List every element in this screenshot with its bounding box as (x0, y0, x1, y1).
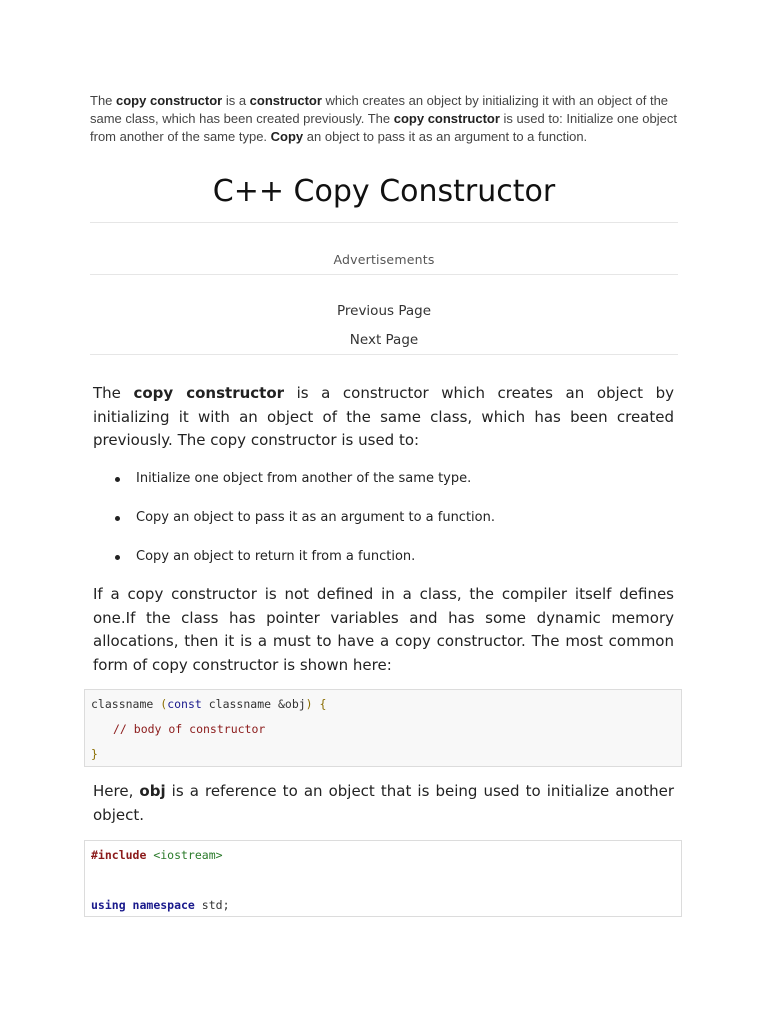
code-string: <iostream> (146, 848, 223, 862)
code-block-example (84, 840, 682, 917)
code-token: } (91, 747, 98, 761)
code-token: classname (91, 697, 161, 711)
code-keyword: namespace (125, 898, 195, 912)
code-line (91, 697, 326, 711)
para-bold: obj (139, 782, 166, 800)
snippet-bold: Copy (270, 129, 304, 144)
intro-text: is a constructor which creates an object by initializing it with an object of the same class, which has been created previously. The copy constructor is used to: (93, 384, 675, 449)
page-title: C++ Copy Constructor (212, 174, 556, 209)
para-text: is a reference to an object that is being used to initialize another object. (93, 782, 674, 824)
bullet-icon (115, 477, 120, 482)
code-token: ) (305, 697, 313, 711)
code-keyword: using (91, 898, 126, 912)
code-token: { (312, 697, 327, 711)
code-token: std; (194, 898, 230, 912)
explanation-paragraph: If a copy constructor is not defined in a class, the compiler itself defines one.If the class has pointer variables and has some dynamic memory allocations, then it is a must to have a copy constructor. The most common form of copy constructor is shown here: (93, 585, 674, 674)
list-item (93, 546, 674, 585)
list-item-text: Copy an object to pass it as an argument to a function. (136, 510, 495, 525)
snippet-text: is used to: Initialize one object from another of the same type. (90, 111, 677, 144)
bullet-icon (115, 516, 120, 521)
snippet-text: an object to pass it as an argument to a function. (303, 129, 588, 144)
search-snippet (90, 92, 680, 146)
code-line (91, 848, 223, 862)
previous-page-link[interactable]: Previous Page (336, 303, 432, 319)
divider (90, 354, 678, 355)
code-token: ( (160, 697, 168, 711)
code-line (91, 747, 98, 761)
code-block-syntax (84, 689, 682, 767)
list-item (93, 468, 674, 507)
code-line (91, 898, 230, 912)
reference-paragraph (93, 780, 674, 827)
next-page-link[interactable]: Next Page (349, 332, 419, 348)
divider (90, 274, 678, 275)
code-line (113, 722, 265, 736)
code-preprocessor: #include (91, 848, 147, 862)
code-token: classname &obj (201, 697, 306, 711)
snippet-text: The (90, 93, 117, 108)
bullet-icon (115, 555, 120, 560)
intro-bold: copy constructor (133, 384, 285, 402)
code-keyword: const (167, 697, 202, 711)
usage-list (93, 468, 674, 585)
snippet-text: is a (222, 93, 250, 108)
list-item (93, 507, 674, 546)
divider (90, 222, 678, 223)
para-text: Here, (93, 782, 140, 800)
snippet-bold: constructor (249, 93, 322, 108)
snippet-bold: copy constructor (116, 93, 223, 108)
intro-paragraph (93, 382, 674, 453)
intro-text: The (93, 384, 134, 402)
snippet-bold: copy constructor (393, 111, 500, 126)
snippet-text: which creates an object by initializing it with an object of the same class, which has been created previously. The (90, 93, 669, 126)
code-comment: // body of constructor (113, 722, 266, 736)
advertisements-label: Advertisements (333, 252, 435, 267)
list-item-text: Copy an object to return it from a function. (136, 549, 416, 564)
list-item-text: Initialize one object from another of the same type. (136, 471, 472, 486)
